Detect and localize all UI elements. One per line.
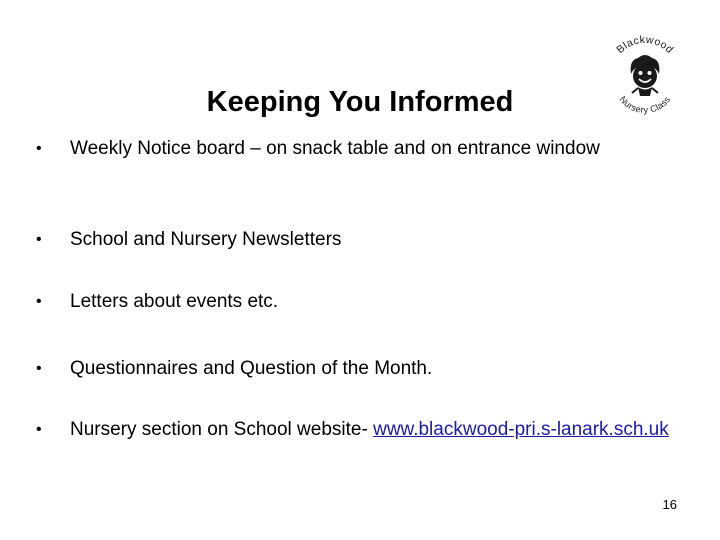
slide-title: Keeping You Informed	[206, 86, 514, 118]
bullet-text: Letters about events etc.	[70, 291, 279, 312]
svg-text:Blackwood: Blackwood	[614, 33, 676, 57]
bullet-text	[70, 418, 670, 442]
page-number: 16	[662, 497, 677, 512]
bullet-icon: •	[36, 293, 42, 310]
bullet-text-prefix: Nursery section on School website-	[70, 419, 374, 440]
bullet-icon: •	[36, 140, 42, 157]
svg-text:Nursery Class: Nursery Class	[617, 94, 673, 116]
bullet-icon: •	[36, 231, 42, 248]
bullet-icon: •	[36, 360, 42, 377]
bullet-text: Weekly Notice board – on snack table and on entrance window	[70, 138, 600, 159]
bullet-icon: •	[36, 421, 42, 438]
school-website-link[interactable]: www.blackwood-pri.s-lanark.sch.uk	[373, 419, 669, 440]
bullet-text: School and Nursery Newsletters	[70, 229, 342, 250]
bullet-text: Questionnaires and Question of the Month.	[70, 358, 433, 379]
